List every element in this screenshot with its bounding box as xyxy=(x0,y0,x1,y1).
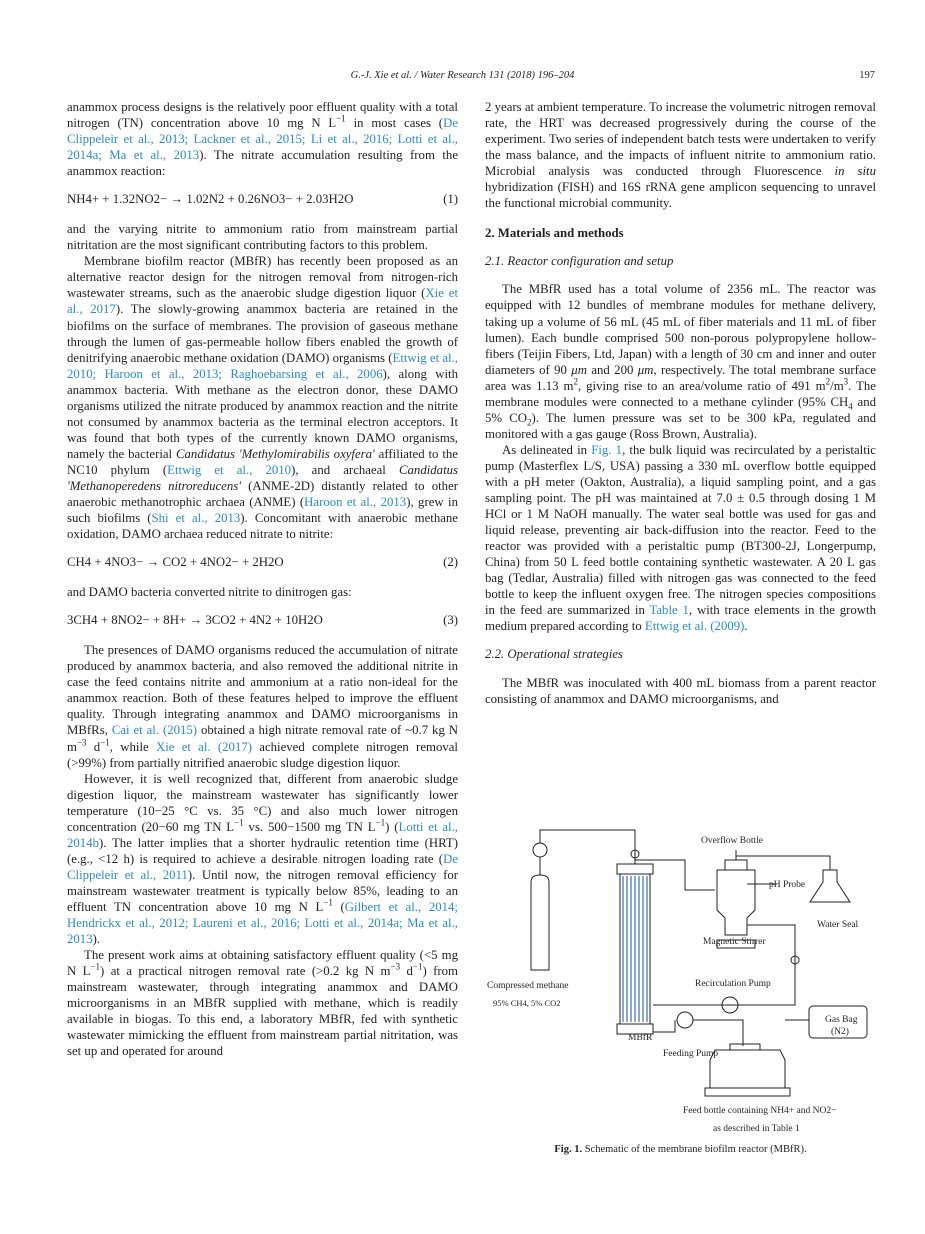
label-compressed-methane: Compressed methane xyxy=(487,981,569,991)
reactor-schematic-figure xyxy=(485,820,876,1165)
citation-link[interactable]: De Clippeleir et al., 2011 xyxy=(67,851,458,882)
paragraph: The presences of DAMO organisms reduced the accumulation of nitrate produced by anammox bacteria, and also removed the additional nitrite in case the feed contains nitrite and ammonium at a ratio non-ideal for the anammox reaction. Both of these features helped to improve the effluent quality. Through integrating anammox and DAMO microorganisms in MBfRs, Cai et al. (2015) obtained a high nitrate removal rate of ~0.7 kg N $m^{-3}$ $d^{-1}$, while Xie et al. (2017) achieved complete nitrogen removal (>99%) from partially nitrified anaerobic sludge digestion liquor. xyxy=(67,643,458,770)
label-methane-composition: 95% CH4, 5% CO2 xyxy=(493,998,561,1008)
label-ph-probe: pH Probe xyxy=(769,880,806,890)
feed-line xyxy=(653,1020,675,1032)
label-gas-bag: Gas Bag xyxy=(825,1015,858,1025)
label-feed-bottle-2: as described in Table 1 xyxy=(713,1124,800,1134)
label-feeding-pump: Feeding Pump xyxy=(663,1049,719,1059)
citation-link[interactable]: Haroon et al., 2013 xyxy=(304,495,407,510)
equation-3-text: 3CH4 + 8NO2− + 8H+ → 3CO2 + 4N2 + 10H2O xyxy=(67,613,323,628)
subsection-heading: 2.1. Reactor configuration and setup xyxy=(485,254,674,269)
citation-link[interactable]: Shi et al., 2013 xyxy=(151,511,241,526)
equation-1-number: (1) xyxy=(443,192,458,207)
paragraph: However, it is well recognized that, different from anaerobic sludge digestion liquor, the mainstream wastewater has significantly lower temperature (10−25 °C vs. 35 °C) and also much lower nitrogen concentration (20−60 mg TN $L^{-1}$ vs. 500−1500 mg TN $L^{-1}$) (Lotti et al., 2014b). The latter implies that a shorter hydraulic retention time (HRT) (e.g., <12 h) is required to achieve a desirable nitrogen loading rate (De Clippeleir et al., 2011). Until now, the nitrogen removal efficiency for mainstream wastewater treatment is typically below 85%, leading to an effluent TN concentration above 10 mg N $L^{-1}$ (Gilbert et al., 2014; Hendrickx et al., 2012; Laureni et al., 2016; Lotti et al., 2014a; Ma et al., 2013). xyxy=(67,771,458,947)
equation-1-text: NH4+ + 1.32NO2− → 1.02N2 + 0.26NO3− + 2.03H2O xyxy=(67,192,354,207)
table-link[interactable]: Table 1 xyxy=(649,603,689,618)
methane-line xyxy=(540,830,635,860)
equation-3-number: (3) xyxy=(443,613,458,628)
paragraph: Membrane biofilm reactor (MBfR) has recently been proposed as an alternative reactor design for the nitrogen removal from nitrogen-rich wastewater streams, such as the anaerobic sludge digestion liquor (Xie et al., 2017). The slowly-growing anammox bacteria are retained in the biofilms on the surface of membranes. The provision of gaseous methane through the lumen of gas-permeable hollow fibers enabled the growth of denitrifying anaerobic methane oxidation (DAMO) organisms (Ettwig et al., 2010; Haroon et al., 2013; Raghoebarsing et al., 2006), along with anammox bacteria. With methane as the electron donor, these DAMO organisms utilized the nitrate produced by anammox reaction and the nitrite not consumed by anammox bacteria as the terminal electron acceptors. It was found that both types of the currently known DAMO organisms, namely the bacterial Candidatus 'Methylomirabilis oxyfera' affiliated to the NC10 phylum (Ettwig et al., 2010), and archaeal Candidatus 'Methanoperedens nitroreducens' (ANME-2D) distantly related to other anaerobic methanotrophic archaea (ANME) (Haroon et al., 2013), grew in such biofilms (Shi et al., 2013). Concomitant with anaerobic methane oxidation, DAMO archaea reduced nitrate to nitrite: xyxy=(67,254,459,542)
equation-1 xyxy=(67,191,458,209)
label-magnetic-stirrer: Magnetic Stirrer xyxy=(703,937,766,947)
citation-link[interactable]: De Clippeleir et al., 2013; Lackner et al., 2015; Li et al., 2016; Lotti et al., 2014a; Ma et al., 2013 xyxy=(67,116,458,163)
water-seal-line xyxy=(736,856,830,870)
reactor-schematic-svg xyxy=(485,820,876,1140)
equation-3 xyxy=(67,612,458,630)
citation-link[interactable]: Ettwig et al., 2010 xyxy=(167,462,292,477)
left-column xyxy=(67,99,458,1059)
label-feed-bottle: Feed bottle containing NH4+ and NO2− xyxy=(683,1106,837,1116)
methane-cylinder xyxy=(531,843,549,970)
citation-link[interactable]: Ettwig et al., 2010; Haroon et al., 2013; Raghoebarsing et al., 2006 xyxy=(67,350,458,381)
paragraph: and the varying nitrite to ammonium ratio from mainstream partial nitritation are the most significant contributing factors to this problem. xyxy=(67,222,458,253)
feed-bottle-line xyxy=(693,1020,743,1046)
paragraph: The present work aims at obtaining satisfactory effluent quality (<5 mg N $L^{-1}$) at a practical nitrogen removal rate (>0.2 kg N $m^{-3}$ $d^{-1}$) from mainstream wastewater, through integrating anammox and DAMO microorganisms in an MBfR supplied with methane, which is readily available in biogas. To this end, a laboratory MBfR, fed with synthetic wastewater mimicking the effluent from mainstream partial nitritation, was set up and operated for around xyxy=(67,948,459,1059)
citation-link[interactable]: Gilbert et al., 2014; Hendrickx et al., 2012; Laureni et al., 2016; Lotti et al., 2014a; Ma et al., 2013 xyxy=(67,899,458,947)
label-recirculation-pump: Recirculation Pump xyxy=(695,979,771,989)
running-head: G.-J. Xie et al. / Water Research 131 (2018) 196–204 xyxy=(350,70,575,81)
label-mbfr: MBfR xyxy=(628,1033,653,1043)
paragraph: 2 years at ambient temperature. To increase the volumetric nitrogen removal rate, the HRT was decreased progressively during the course of the experiment. Two series of independent batch tests were undertaken to verify the mass balance, and the impacts of influent nitrite to ammonium ratio. Microbial analysis was conducted through Fluorescence in situ hybridization (FISH) and 16S rRNA gene amplicon sequencing to unravel the functional microbial community. xyxy=(485,100,876,211)
paragraph: and DAMO bacteria converted nitrite to dinitrogen gas: xyxy=(67,585,352,600)
citation-link[interactable]: Xie et al. (2017) xyxy=(155,739,252,754)
equation-2-text: CH4 + 4NO3− → CO2 + 4NO2− + 2H2O xyxy=(67,555,284,570)
paragraph: As delineated in Fig. 1, the bulk liquid was recirculated by a peristaltic pump (Masterflex L/S, USA) passing a 330 mL overflow bottle equipped with a pH meter (Oakton, Australia), a liquid sampling point, and a gas sampling point. The pH was maintained at 7.0 ± 0.5 through dosing 1 M HCl or 1 M NaOH manually. The water seal bottle was used for gas and liquid release, preventing air back-diffusion into the reactor. Feed to the reactor was provided with a peristaltic pump (BT300-2J, Longerpump, China) from 50 L feed bottle containing synthetic wastewater. A 20 L gas bag (Tedlar, Australia) filled with nitrogen gas was connected to the feed bottle to keep the influent oxygen free. The nitrogen species compositions in the feed are summarized in Table 1, with trace elements in the growth medium prepared according to Ettwig et al. (2009). xyxy=(485,442,877,634)
label-gas-bag-n2: (N2) xyxy=(831,1027,849,1037)
overflow-bottle xyxy=(717,850,755,948)
paragraph: anammox process designs is the relatively poor effluent quality with a total nitrogen (TN) concentration above 10 mg N $L^{-1}$ in most cases (De Clippeleir et al., 2013; Lackner et al., 2015; Li et al., 2016; Lotti et al., 2014a; Ma et al., 2013). The nitrate accumulation resulting from the anammox reaction: xyxy=(67,100,458,179)
water-seal-flask xyxy=(810,870,850,902)
citation-link[interactable]: Cai et al. (2015) xyxy=(111,723,198,738)
figure-link[interactable]: Fig. 1 xyxy=(591,442,623,457)
citation-link[interactable]: Lotti et al., 2014b xyxy=(67,819,458,850)
subsection-heading: 2.2. Operational strategies xyxy=(485,647,623,662)
figure-caption: Fig. 1. Schematic of the membrane biofilm reactor (MBfR). xyxy=(554,1144,807,1155)
citation-link[interactable]: Xie et al., 2017 xyxy=(67,286,458,317)
page-number: 197 xyxy=(859,70,875,81)
section-heading: 2. Materials and methods xyxy=(485,226,624,241)
equation-2-number: (2) xyxy=(443,555,458,570)
paragraph: The MBfR was inoculated with 400 mL biomass from a parent reactor consisting of anammox and DAMO microorganisms, and xyxy=(485,675,876,706)
citation-link[interactable]: Ettwig et al. (2009) xyxy=(644,619,745,634)
membrane-fibers xyxy=(623,876,647,1022)
paragraph: The MBfR used has a total volume of 2356 mL. The reactor was equipped with 12 bundles of membrane modules for methane delivery, taking up a volume of 56 mL (45 mL of fiber materials and 11 mL of fiber lumen). Each bundle comprised 500 non-porous polypropylene hollow-fibers (Teijin Fibers, Ltd, Japan) with a length of 30 cm and inner and outer diameters of 90 μm and 200 μm, respectively. The total membrane surface area was 1.13 $m^2$, giving rise to an area/volume ratio of 491 $m^2/m^3$. The membrane modules were connected to a methane cylinder (95% $CH_4$ and 5% $CO_2$). The lumen pressure was set to be 300 kPa, regulated and monitored with a gas gauge (Ross Brown, Australia). xyxy=(485,282,876,441)
label-water-seal: Water Seal xyxy=(817,920,859,930)
feeding-pump xyxy=(677,1012,693,1028)
label-overflow-bottle: Overflow Bottle xyxy=(701,836,764,846)
equation-2 xyxy=(67,554,458,572)
right-column xyxy=(485,99,876,707)
